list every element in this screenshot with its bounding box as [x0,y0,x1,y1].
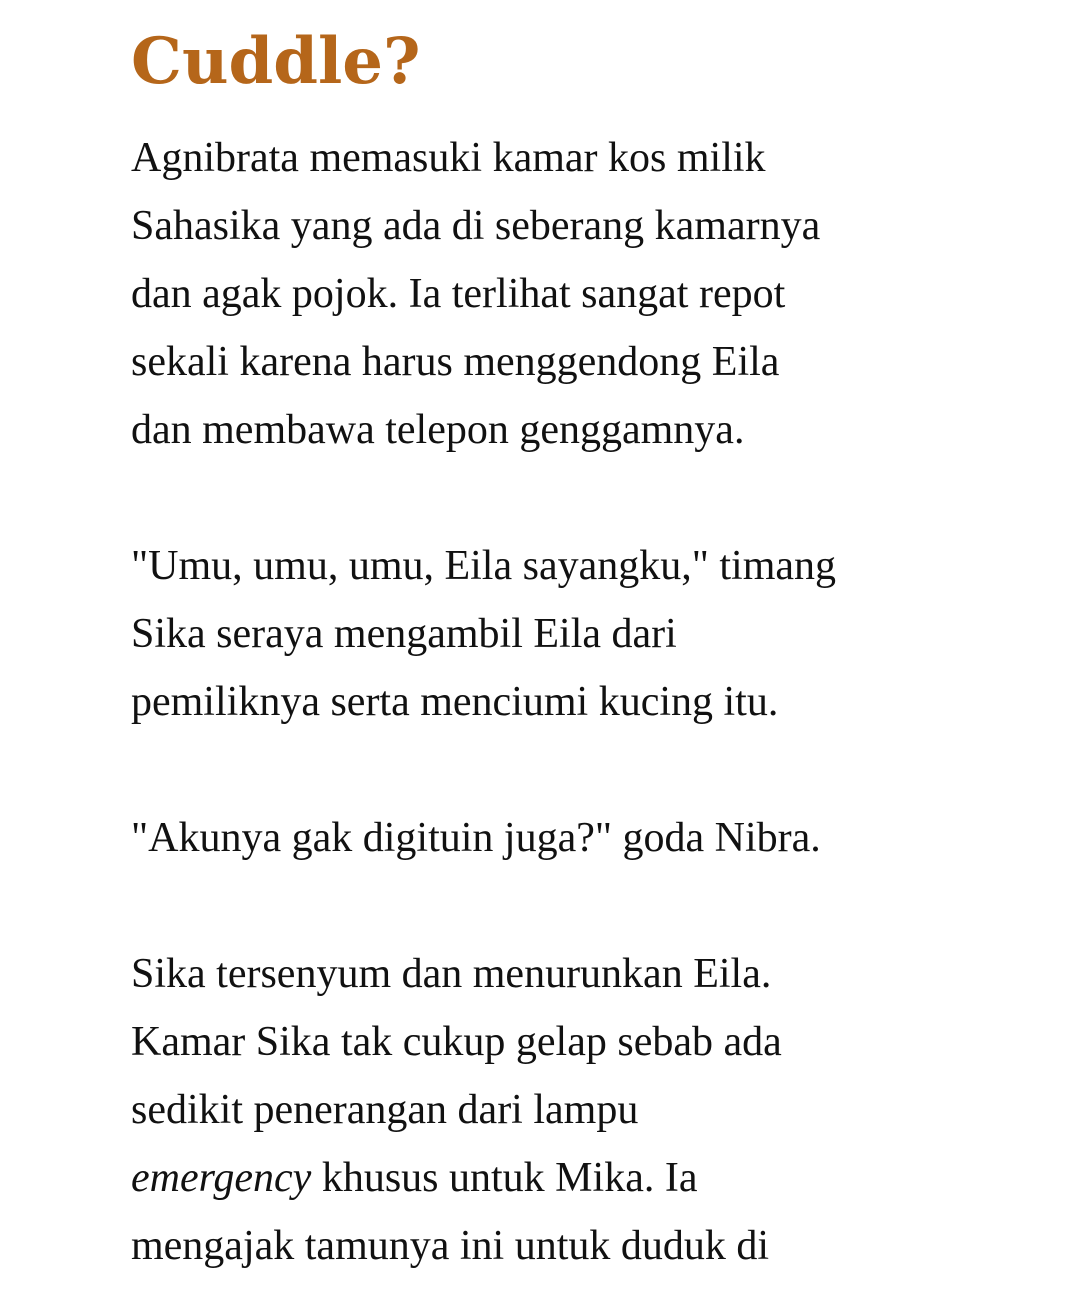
story-text [131,124,961,1280]
text-line-rest: khusus untuk Mika. Ia [311,1155,698,1201]
emphasis-word: emergency [131,1155,312,1201]
text-line: "Umu, umu, umu, Eila sayangku," timang [131,543,837,589]
text-line: Sika seraya mengambil Eila dari [131,611,677,657]
text-line-emphasis [131,1144,961,1212]
text-line: Agnibrata memasuki kamar kos milik [131,135,766,181]
paragraph-3 [131,804,961,872]
paragraph-spacer [131,464,961,532]
paragraph-4 [131,940,961,1280]
text-line: Sahasika yang ada di seberang kamarnya [131,203,821,249]
text-line: pemiliknya serta menciumi kucing itu. [131,679,779,725]
paragraph-spacer [131,872,961,940]
text-line: Sika tersenyum dan menurunkan Eila. [131,951,772,997]
text-line: sekali karena harus menggendong Eila [131,339,780,385]
text-line: mengajak tamunya ini untuk duduk di [131,1223,770,1269]
chapter-title: Cuddle? [131,24,421,99]
text-line: dan agak pojok. Ia terlihat sangat repot [131,271,786,317]
paragraph-1 [131,124,961,464]
text-line: dan membawa telepon genggamnya. [131,407,745,453]
paragraph-2 [131,532,961,736]
text-line: "Akunya gak digituin juga?" goda Nibra. [131,815,821,861]
paragraph-spacer [131,736,961,804]
text-line: Kamar Sika tak cukup gelap sebab ada [131,1019,782,1065]
text-line: sedikit penerangan dari lampu [131,1087,639,1133]
